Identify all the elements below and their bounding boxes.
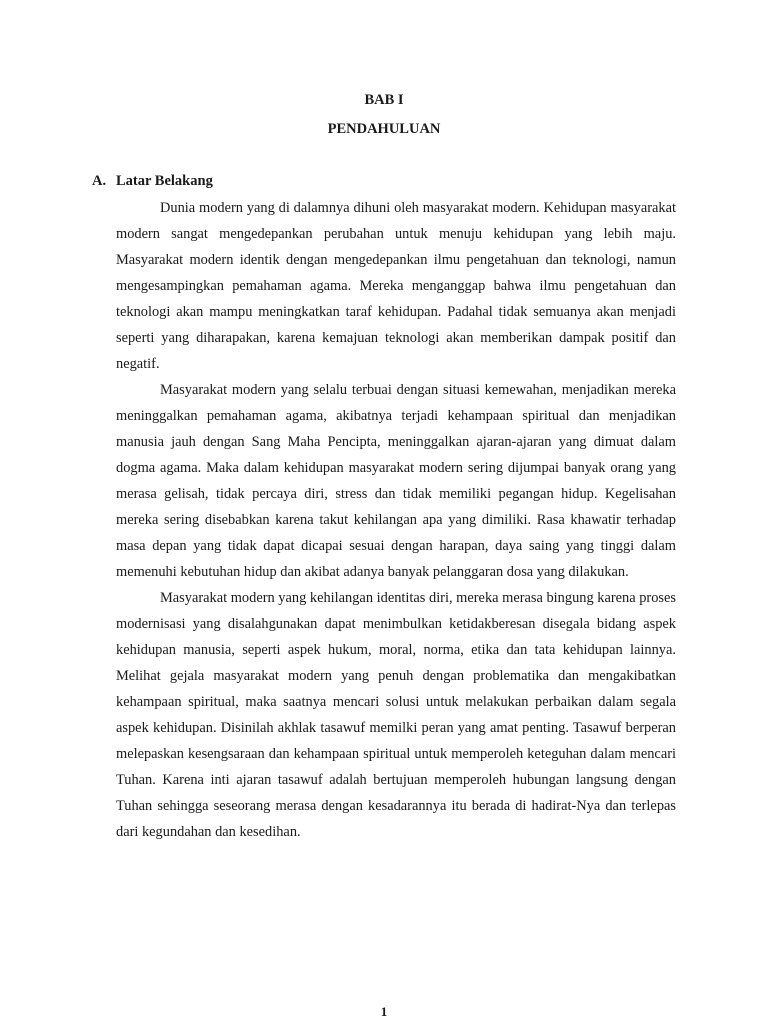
section-heading bbox=[92, 173, 213, 190]
section-title: Latar Belakang bbox=[116, 173, 213, 189]
body-text bbox=[116, 195, 676, 845]
chapter-number: BAB I bbox=[364, 92, 404, 108]
paragraph-1: Dunia modern yang di dalamnya dihuni oleh masyarakat modern. Kehidupan masyarakat modern sangat mengedepankan perubahan untuk menuju kehidupan yang lebih maju. Masyarakat modern identik dengan mengedepankan ilmu pengetahuan dan teknologi, namun mengesampingkan pemahaman agama. Mereka menganggap bahwa ilmu pengetahuan dan teknologi akan mampu meningkatkan taraf kehidupan. Padahal tidak semuanya akan menjadi seperti yang diharapakan, karena kemajuan teknologi akan memberikan dampak positif dan negatif. bbox=[116, 200, 676, 372]
chapter-title: PENDAHULUAN bbox=[327, 121, 441, 137]
paragraph-2: Masyarakat modern yang selalu terbuai dengan situasi kemewahan, menjadikan mereka meninggalkan pemahaman agama, akibatnya terjadi kehampaan spiritual dan menjadikan manusia jauh dengan Sang Maha Pencipta, meninggalkan ajaran-ajaran yang dimuat dalam dogma agama. Maka dalam kehidupan masyarakat modern sering dijumpai banyak orang yang merasa gelisah, tidak percaya diri, stress dan tidak memiliki pegangan hidup. Kegelisahan mereka sering disebabkan karena takut kehilangan apa yang dimiliki. Rasa khawatir terhadap masa depan yang tidak dapat dicapai sesuai dengan harapan, daya saing yang tinggi dalam memenuhi kebutuhan hidup dan akibat adanya banyak pelanggaran dosa yang dilakukan. bbox=[116, 382, 676, 580]
page-number: 1 bbox=[380, 1004, 388, 1019]
paragraph-3: Masyarakat modern yang kehilangan identitas diri, mereka merasa bingung karena proses modernisasi yang disalahgunakan dapat menimbulkan ketidakberesan disegala bidang aspek kehidupan manusia, seperti aspek hukum, moral, norma, etika dan tata kehidupan lainnya. Melihat gejala masyarakat modern yang penuh dengan problematika dan mengakibatkan kehampaan spiritual, maka saatnya mencari solusi untuk melakukan perbaikan dalam segala aspek kehidupan. Disinilah akhlak tasawuf memilki peran yang amat penting. Tasawuf berperan melepaskan kesengsaraan dan kehampaan spiritual untuk memperoleh keteguhan dalam mencari Tuhan. Karena inti ajaran tasawuf adalah bertujuan memperoleh hubungan langsung dengan Tuhan sehingga seseorang merasa dengan kesadarannya itu berada di hadirat-Nya dan terlepas dari kegundahan dan kesedihan. bbox=[116, 590, 676, 840]
section-letter: A. bbox=[92, 173, 107, 189]
